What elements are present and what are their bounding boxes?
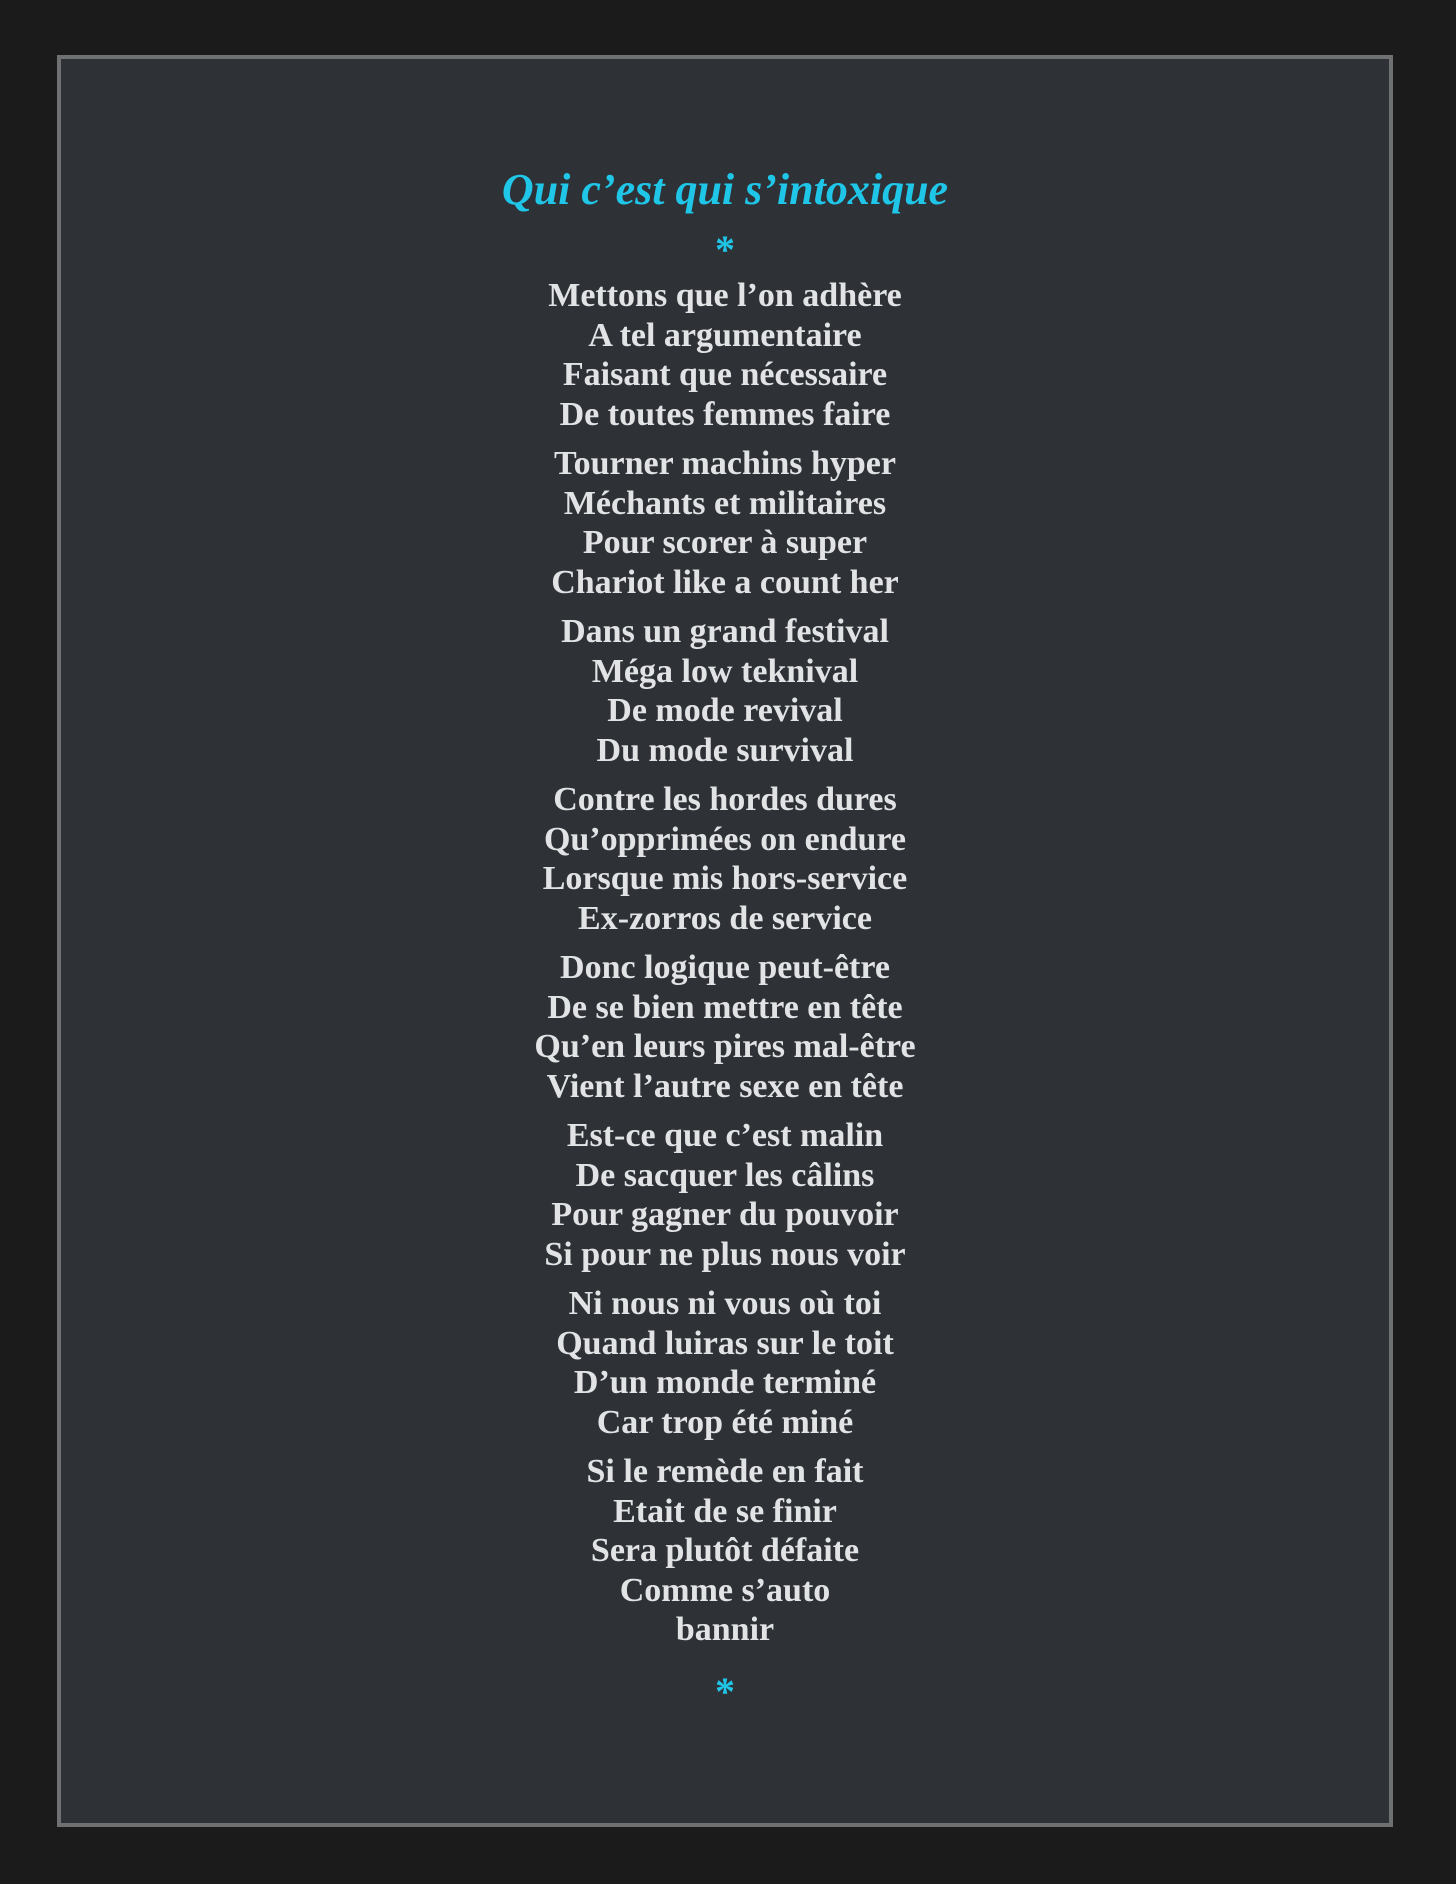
poem-line: Mettons que l’on adhère	[548, 277, 902, 314]
poem-line: Qu’opprimées on endure	[543, 820, 907, 858]
stanza-3	[61, 612, 1389, 770]
poem-line: Lorsque mis hors-service	[542, 860, 908, 897]
poem-line: Donc logique peut-être	[560, 949, 890, 986]
poem-line: Etait de se finir	[613, 1492, 837, 1530]
stanza-4	[61, 780, 1389, 938]
poem-line: bannir	[675, 1611, 775, 1648]
stanza-6	[61, 1116, 1389, 1274]
poem-line: De sacquer les câlins	[575, 1156, 875, 1194]
stanza-1	[61, 276, 1389, 434]
bottom-asterisk-separator: *	[715, 1668, 735, 1714]
poem-line: Quand luiras sur le toit	[556, 1324, 894, 1362]
stanza-5	[61, 948, 1389, 1106]
top-asterisk-separator: *	[715, 227, 735, 272]
poem-line: Si pour ne plus nous voir	[544, 1235, 906, 1273]
poem-title: Qui c’est qui s’intoxique	[501, 165, 949, 214]
poem-line: Comme s’auto	[619, 1571, 831, 1609]
poem-line: A tel argumentaire	[588, 316, 862, 354]
poem-line: Du mode survival	[596, 731, 854, 769]
poem-line: De toutes femmes faire	[559, 395, 891, 433]
poem-content	[61, 164, 1389, 1712]
poem-line: Est-ce que c’est malin	[566, 1117, 884, 1154]
stanza-8	[61, 1452, 1389, 1650]
poem-line: De se bien mettre en tête	[547, 988, 903, 1026]
poem-line: Car trop été miné	[596, 1403, 854, 1441]
poem-line: Vient l’autre sexe en tête	[546, 1067, 904, 1105]
poem-line: Qu’en leurs pires mal-être	[534, 1028, 916, 1065]
stanza-2	[61, 444, 1389, 602]
stanza-7	[61, 1284, 1389, 1442]
poem-line: Pour scorer à super	[582, 524, 868, 561]
poem-line: Contre les hordes dures	[553, 781, 897, 818]
poem-line: De mode revival	[607, 692, 843, 729]
poem-line: Chariot like a count her	[551, 563, 899, 601]
poem-line: Faisant que nécessaire	[562, 356, 888, 393]
poem-line: Pour gagner du pouvoir	[551, 1196, 899, 1233]
poem-line: Si le remède en fait	[586, 1453, 864, 1490]
poem-line: Ex-zorros de service	[578, 899, 872, 937]
poem-line: Tourner machins hyper	[554, 445, 896, 482]
poem-line: Méga low teknival	[591, 652, 859, 690]
poem-line: Ni nous ni vous où toi	[568, 1285, 882, 1322]
poem-line: Méchants et militaires	[563, 484, 887, 522]
poem-line: Dans un grand festival	[561, 613, 889, 650]
poem-line: Sera plutôt défaite	[590, 1532, 860, 1569]
poem-line: D’un monde terminé	[573, 1364, 877, 1401]
poem-page-frame	[57, 55, 1393, 1827]
